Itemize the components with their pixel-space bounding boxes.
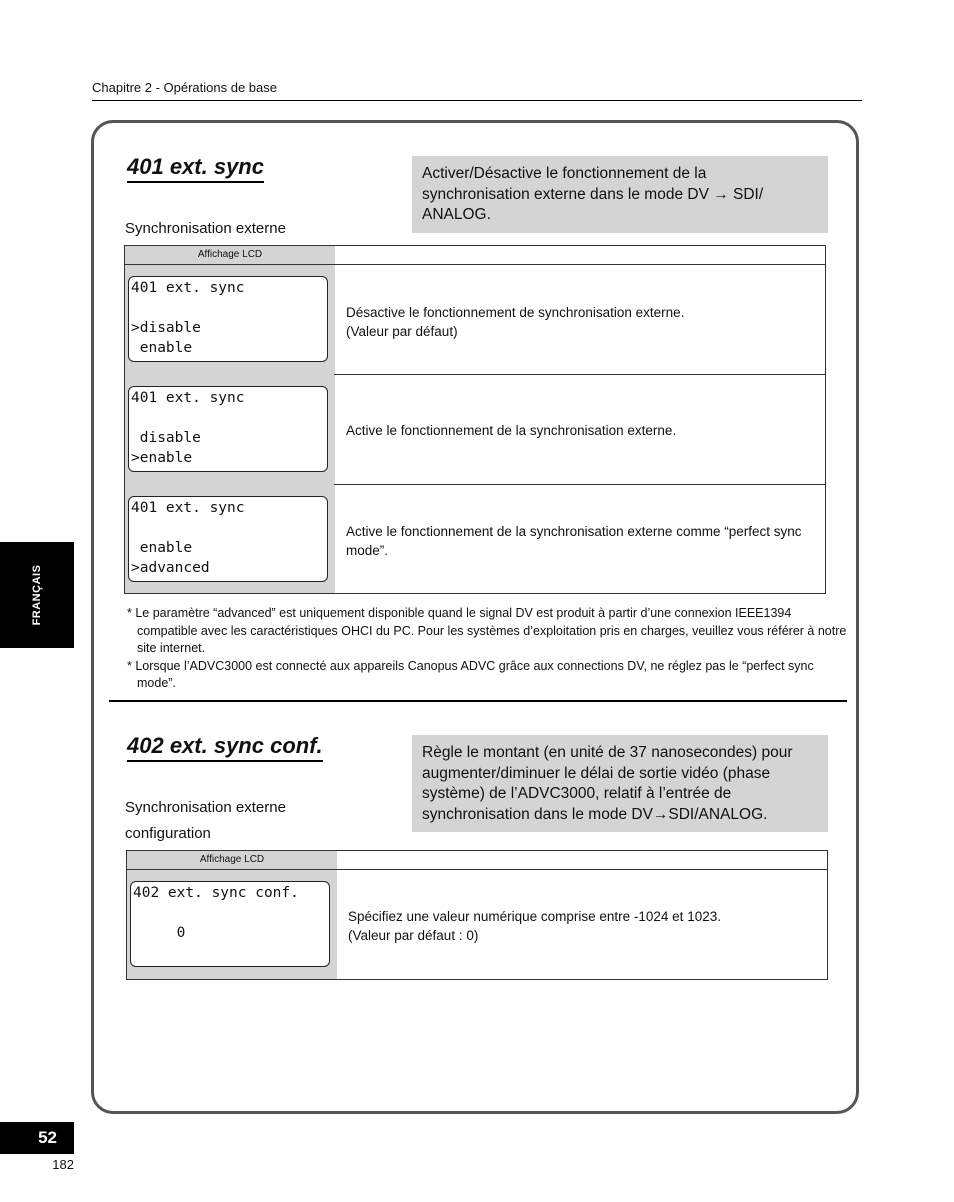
footnote: * Lorsque l’ADVC3000 est connecté aux appareils Canopus ADVC grâce aux connections DV, ne réglez pas le “perfect sync mode”. xyxy=(127,658,814,690)
language-side-tab xyxy=(0,542,74,648)
header-rule xyxy=(92,100,862,101)
footnote: * Le paramètre “advanced” est uniquement disponible quand le signal DV est produit à partir d’une connexion IEEE1394 compatible avec les caractéristiques OHCI du PC. Pour les systèmes d’exploitation pris en charges, veuillez vous référer à notre site internet. xyxy=(127,606,847,655)
section-divider xyxy=(109,700,847,702)
row-description: Active le fonctionnement de la synchronisation externe comme “perfect sync mode”. xyxy=(346,524,802,558)
lcd-display: 401 ext. sync enable >advanced xyxy=(128,496,328,582)
lcd-display: 401 ext. sync >disable enable xyxy=(128,276,328,362)
section-401-description: Activer/Désactive le fonctionnement de la synchronisation externe dans le mode DV → SDI/ ANALOG. xyxy=(412,156,828,233)
table-header-lcd: Affichage LCD xyxy=(199,854,265,865)
section-402-description: Règle le montant (en unité de 37 nanosecondes) pour augmenter/diminuer le délai de sortie vidéo (phase système) de l’ADVC3000, relatif à l’entrée de synchronisation dans le mode DV→SDI/ANALOG. xyxy=(412,735,828,832)
page-number: 52 xyxy=(0,1122,74,1154)
table-header-row xyxy=(125,246,825,265)
row-description: Désactive le fonctionnement de synchronisation externe. (Valeur par défaut) xyxy=(346,305,685,339)
lcd-display: 401 ext. sync disable >enable xyxy=(128,386,328,472)
section-402-subtitle: Synchronisation externe xyxy=(125,799,286,816)
section-401-title: 401 ext. sync xyxy=(127,154,264,183)
row-divider xyxy=(334,484,826,485)
row-description: Spécifiez une valeur numérique comprise entre -1024 et 1023. (Valeur par défaut : 0) xyxy=(348,909,721,943)
page-sub-number: 182 xyxy=(52,1157,74,1172)
section-401-subtitle: Synchronisation externe xyxy=(125,220,286,237)
section-402-title: 402 ext. sync conf. xyxy=(127,733,323,762)
footnotes xyxy=(123,605,853,693)
language-label: FRANÇAIS xyxy=(31,564,43,626)
section-401-table xyxy=(124,245,826,594)
chapter-header: Chapitre 2 - Opérations de base xyxy=(92,80,277,95)
section-402-subtitle-2: configuration xyxy=(125,825,211,842)
lcd-display: 402 ext. sync conf. 0 xyxy=(130,881,330,967)
table-header-lcd: Affichage LCD xyxy=(197,249,263,260)
row-description: Active le fonctionnement de la synchronisation externe. xyxy=(346,423,677,438)
row-divider xyxy=(334,374,826,375)
table-header-row xyxy=(127,851,827,870)
section-402-table xyxy=(126,850,828,980)
